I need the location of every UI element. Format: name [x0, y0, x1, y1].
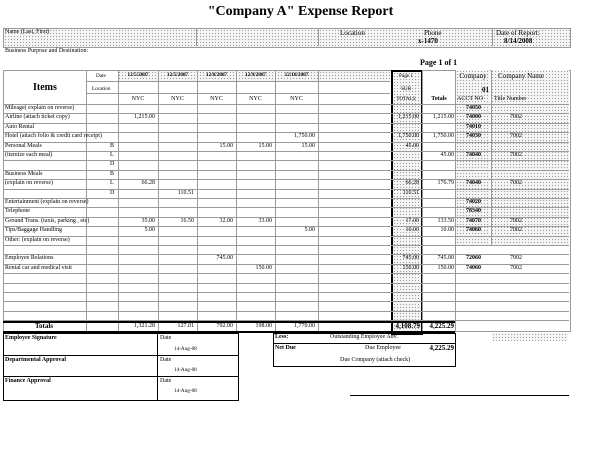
totals-sub-value: 4,108.79 [395, 322, 420, 330]
row-acct: 74050 [466, 105, 481, 111]
row-subtotal: 1,215.00 [398, 114, 419, 120]
row-label: Personal Meals [5, 143, 42, 149]
row-amount: 16.50 [180, 218, 194, 224]
row-total: 1,215.00 [433, 114, 454, 120]
row-acct: 74040 [466, 180, 481, 186]
row-amount: 15.00 [219, 143, 233, 149]
row-label: Telephone [5, 208, 30, 214]
totals-day-value: 792.00 [216, 323, 233, 329]
table-row [3, 273, 569, 282]
totals-day-value: 1,770.00 [294, 323, 315, 329]
row-amount: 745.00 [216, 255, 233, 261]
row-acct: 74010 [466, 124, 481, 130]
row-code: D [110, 190, 115, 196]
row-code: D [110, 161, 115, 167]
row-subtotal: 745.00 [402, 255, 419, 261]
totals-col-label: Totals [431, 96, 447, 102]
row-title-number: 7002 [510, 180, 522, 186]
row-code: B [110, 143, 115, 149]
sig-date-label-2: Date [160, 357, 172, 363]
row-label: Business Meals [5, 171, 43, 177]
totals-day-value: 127.01 [177, 323, 194, 329]
row-acct: 78340 [466, 208, 481, 214]
items-header: Items [33, 82, 57, 93]
row-code: B [110, 171, 115, 177]
row-label: Mileage( explain on reverse) [5, 105, 75, 111]
location-label: Location [340, 29, 365, 37]
row-amount: 110.51 [177, 190, 194, 196]
due-company-label: Due Company (attach check) [340, 357, 411, 363]
row-amount: 5.00 [144, 227, 155, 233]
signature-box [3, 333, 239, 401]
date-header-2: 12/5/2007 [166, 72, 189, 78]
name-label: Name (Last, First) [5, 29, 50, 35]
row-total: 1,750.00 [433, 133, 454, 139]
row-acct: 74040 [466, 152, 481, 158]
row-total: 150.00 [437, 265, 454, 271]
row-amount: 1,750.00 [294, 133, 315, 139]
row-amount: 15.00 [258, 143, 272, 149]
row-label: Rental car and medical visit [5, 265, 72, 271]
row-amount: 1,215.00 [134, 114, 155, 120]
row-amount: 5.00 [304, 227, 315, 233]
row-subtotal: 150.00 [402, 265, 419, 271]
row-label: Other: (explain on reverse) [5, 237, 70, 243]
company-value: 01 [482, 86, 489, 94]
row-title-number: 7002 [510, 152, 522, 158]
row-label: Airline (attach ticket copy) [5, 114, 70, 120]
date-label: Date [96, 73, 106, 79]
row-title-number: 7002 [510, 227, 522, 233]
row-acct: 74020 [466, 199, 481, 205]
row-subtotal: 66.28 [405, 180, 419, 186]
sig-date-label-1: Date [160, 335, 172, 341]
date-of-report-label: Date of Report: [496, 29, 540, 37]
row-total: 45.00 [440, 152, 454, 158]
phone-value: x-1470 [418, 37, 438, 45]
row-acct: 72060 [466, 255, 481, 261]
row-total: 745.00 [437, 255, 454, 261]
finance-approval-label: Finance Approval [5, 378, 51, 384]
totals-day-value: 1,321.28 [134, 323, 155, 329]
page-label: Page 1 of 1 [420, 58, 458, 67]
table-row [3, 245, 569, 254]
date-header-5: 12/10/2007 [284, 72, 309, 78]
row-label: (itemize each meal) [5, 152, 53, 158]
departmental-approval-label: Departmental Approval [5, 357, 67, 363]
row-subtotal: 110.51 [402, 190, 419, 196]
table-row [3, 189, 569, 198]
header-band [3, 28, 571, 48]
location-header-5: NYC [290, 96, 303, 102]
row-amount: 15.00 [301, 143, 315, 149]
sub-label: SUB [400, 86, 412, 92]
table-row [3, 301, 569, 310]
totals-grand-value: 4,225.29 [429, 322, 454, 330]
table-row [3, 236, 569, 245]
purpose-label: Business Purpose and Destination: [5, 48, 89, 54]
net-due-label: Net Due [275, 345, 296, 351]
row-label: Auto Rental [5, 124, 35, 130]
row-amount: 32.00 [219, 218, 233, 224]
totals-day-value: 198.00 [255, 323, 272, 329]
row-title-number: 7002 [510, 255, 522, 261]
row-title-number: 7002 [510, 133, 522, 139]
row-acct: 74060 [466, 265, 481, 271]
sig-date-value-2: 14-Aug-08 [174, 367, 197, 373]
row-label: Hotel (attach folio & credit card receipt) [5, 133, 102, 139]
row-subtotal: 10.00 [405, 227, 419, 233]
location-header-1: NYC [131, 96, 145, 102]
location-header-4: NYC [249, 96, 262, 102]
table-row [3, 170, 569, 179]
phone-label: Phone [424, 29, 442, 37]
page-1-label: Page 1 [399, 73, 413, 79]
date-of-report-value: 8/14/2008 [504, 37, 533, 45]
row-label: Ground Trans. (taxis, parking , etc) [5, 218, 90, 224]
row-code: L [110, 152, 114, 158]
row-subtotal: 1,750.00 [398, 133, 419, 139]
date-header-3: 12/8/2007 [205, 72, 228, 78]
outstanding-adv-label: Outstanding Employee Adv. [330, 334, 398, 340]
company-label: Company [459, 72, 487, 80]
row-label: (explain on reverse) [5, 180, 53, 186]
totals-row-label: Totals [35, 322, 54, 330]
less-label: Less: [275, 334, 289, 340]
due-employee-label: Due Employee [365, 345, 401, 351]
row-title-number: 7002 [510, 218, 522, 224]
sig-date-value-3: 14-Aug-08 [174, 388, 197, 394]
row-acct: 74060 [466, 227, 481, 233]
acct-no-label: ACCT NO [457, 96, 484, 102]
location-header-2: NYC [171, 96, 184, 102]
totals-sub-label: TOTALS [396, 96, 416, 102]
row-amount: 150.00 [255, 265, 272, 271]
table-row [3, 292, 569, 301]
row-title-number: 7002 [510, 265, 522, 271]
row-label: Employee Relations [5, 255, 54, 261]
location-row-label: Location [92, 86, 111, 92]
row-subtotal: 45.00 [405, 143, 419, 149]
date-header-1: 12/5/2007 [127, 72, 149, 78]
table-row [3, 311, 569, 320]
title-number-label: Title Number [494, 96, 527, 102]
row-label: Tips/Baggage Handling [5, 227, 62, 233]
row-acct: 74000 [466, 114, 481, 120]
table-row [3, 160, 569, 169]
report-title: "Company A" Expense Report [207, 4, 394, 19]
row-total: 133.50 [437, 218, 454, 224]
row-acct: 74070 [466, 218, 481, 224]
sig-date-value-1: 14-Aug-08 [174, 346, 197, 352]
location-header-3: NYC [210, 96, 223, 102]
row-label: Entertainment (explain on reverse) [5, 199, 89, 205]
row-acct: 74030 [466, 133, 481, 139]
row-code: L [110, 180, 114, 186]
row-total: 176.79 [437, 180, 454, 186]
company-name-label: Company Name [498, 72, 544, 80]
table-row [3, 283, 569, 292]
sig-date-label-3: Date [160, 378, 172, 384]
due-employee-value: 4,225.29 [429, 344, 454, 352]
row-subtotal: 17.00 [405, 218, 419, 224]
row-total: 10.00 [440, 227, 454, 233]
row-amount: 33.00 [258, 218, 272, 224]
row-amount: 66.28 [141, 180, 155, 186]
date-header-4: 12/9/2007 [244, 72, 267, 78]
row-amount: 35.00 [141, 218, 155, 224]
totals-hatch-right [492, 333, 568, 341]
employee-signature-label: Employee Signature [5, 335, 57, 341]
row-title-number: 7002 [510, 114, 522, 120]
